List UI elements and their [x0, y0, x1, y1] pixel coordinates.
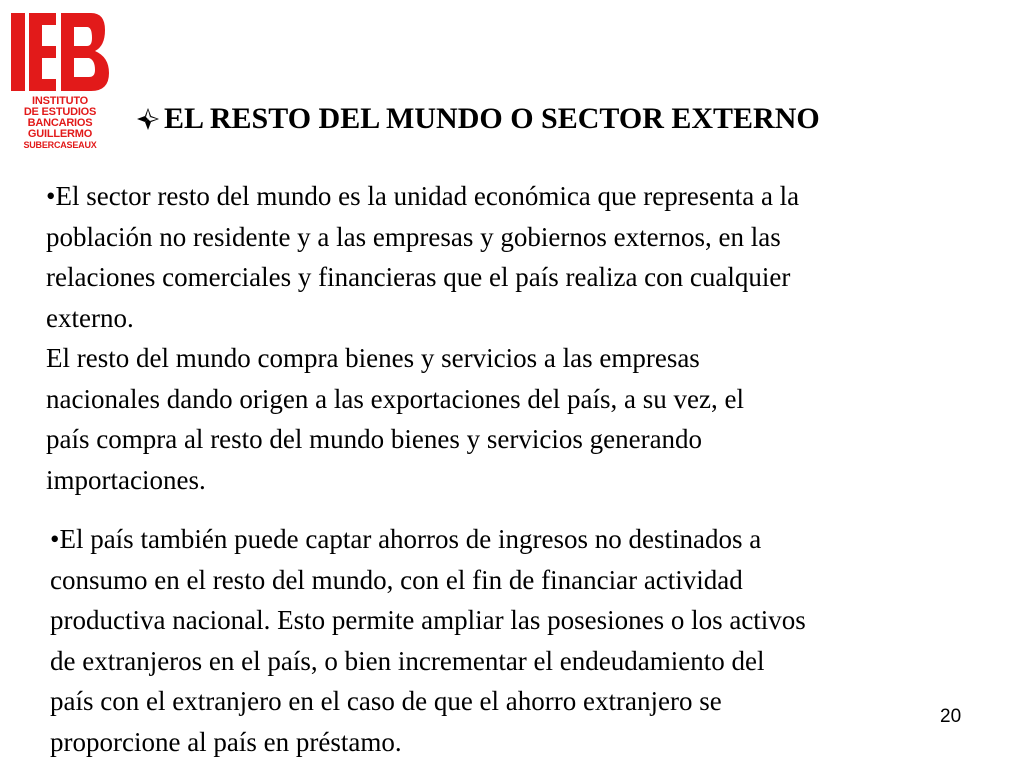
ieb-logo-icon [11, 13, 109, 91]
paragraph-line: El resto del mundo compra bienes y servicios a las empresas [46, 343, 700, 373]
paragraph-foreign-savings [50, 519, 806, 762]
paragraph-line: de extranjeros en el país, o bien incrementar el endeudamiento del [50, 645, 765, 676]
paragraph-line: •El sector resto del mundo es la unidad económica que representa a la [46, 181, 800, 211]
slide-title [136, 101, 820, 137]
logo-line: DE ESTUDIOS [23, 106, 97, 118]
logo-line: GUILLERMO [27, 128, 93, 140]
paragraph-line: externo. [46, 302, 134, 333]
logo-line: SUBERCASEAUX [23, 140, 97, 150]
paragraph-line: población no residente y a las empresas y gobiernos externos, en las [46, 221, 781, 252]
paragraph-line: país compra al resto del mundo bienes y servicios generando [46, 424, 703, 454]
logo-line: INSTITUTO [31, 95, 89, 107]
logo-line: BANCARIOS [27, 117, 93, 129]
paragraph-line: nacionales dando origen a las exportaciones del país, a su vez, el [46, 383, 744, 414]
institute-logo [11, 13, 109, 163]
paragraph-line: importaciones. [46, 464, 206, 495]
paragraph-line: relaciones comerciales y financieras que el país realiza con cualquier [46, 262, 791, 292]
page-number: 20 [940, 706, 962, 727]
paragraph-line: productiva nacional. Esto permite ampliar las posesiones o los activos [50, 605, 806, 635]
logo-text [11, 96, 109, 150]
paragraph-rest-of-world [46, 176, 799, 500]
paragraph-line: consumo en el resto del mundo, con el fin de financiar actividad [50, 564, 743, 595]
diamond-bullet-icon [136, 107, 160, 131]
paragraph-line: país con el extranjero en el caso de que el ahorro extranjero se [50, 686, 722, 716]
slide-title-text: EL RESTO DEL MUNDO O SECTOR EXTERNO [164, 102, 820, 135]
paragraph-line: •El país también puede captar ahorros de ingresos no destinados a [50, 524, 762, 554]
paragraph-line: proporcione al país en préstamo. [50, 726, 402, 757]
